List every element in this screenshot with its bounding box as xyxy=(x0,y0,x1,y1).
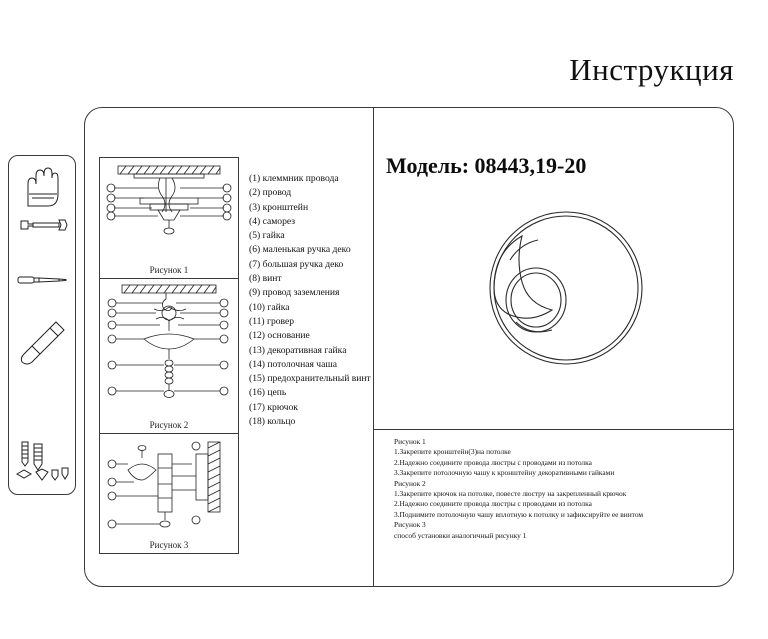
part-item: (8) винт xyxy=(249,273,282,285)
figure-1-caption: Рисунок 1 xyxy=(149,265,189,275)
part-item: (13) декоративная гайка xyxy=(249,344,347,356)
instruction-line: 2.Надежно соедините провода люстры с проводами из потолка xyxy=(394,457,592,467)
part-item: (2) провод xyxy=(249,187,292,199)
tools-panel xyxy=(8,155,76,495)
figure-1 xyxy=(100,158,238,279)
part-item: (14) потолочная чаша xyxy=(249,358,338,370)
instruction-line: Рисунок 3 xyxy=(394,520,426,530)
gloves-icon xyxy=(9,164,77,213)
figure-3 xyxy=(100,434,238,553)
instruction-line: 1.Закрепите кронштейн(3)на потолке xyxy=(394,447,511,457)
wrench-icon xyxy=(9,214,77,241)
part-item: (4) саморез xyxy=(249,215,296,227)
product-illustration xyxy=(470,200,650,380)
part-item: (7) большая ручка деко xyxy=(249,258,344,270)
instruction-line: Рисунок 2 xyxy=(394,478,426,488)
anchors-and-screws-icon xyxy=(9,436,77,487)
part-item: (15) предохранительный винт xyxy=(249,373,371,385)
part-item: (12) основание xyxy=(249,330,310,342)
parts-list xyxy=(249,172,371,429)
part-item: (3) кронштейн xyxy=(249,201,309,213)
instruction-line: 1.Закрепите крючок на потолке, повесте люстру на закрепленный крючок xyxy=(394,489,627,499)
model-label: Модель: 08443,19-20 xyxy=(386,153,587,178)
part-item: (16) цепь xyxy=(249,387,287,399)
instruction-line: Рисунок 1 xyxy=(394,437,426,446)
instruction-line: 2.Надежно соедините провода люстры с проводами из потолка xyxy=(394,499,592,509)
screwdriver-phillips-icon xyxy=(9,314,77,375)
figures-column xyxy=(99,157,239,554)
part-item: (9) провод заземления xyxy=(249,287,340,299)
assembly-instructions xyxy=(394,437,724,541)
instruction-line: 3.Закрепите потолочную чашу к кронштейну декоративными гайками xyxy=(394,468,615,478)
instruction-line: 3.Поднимите потолочную чашу вплотную к потолку и зафиксируйте ее винтом xyxy=(394,509,644,519)
part-item: (17) крючок xyxy=(249,401,298,413)
screwdriver-flat-icon xyxy=(9,268,77,297)
figure-2-caption: Рисунок 2 xyxy=(149,420,189,430)
figure-2 xyxy=(100,279,238,434)
right-horizontal-divider xyxy=(374,429,733,430)
figure-3-caption: Рисунок 3 xyxy=(149,540,189,550)
part-item: (5) гайка xyxy=(249,230,285,242)
page-title: Инструкция xyxy=(569,52,734,87)
part-item: (10) гайка xyxy=(249,301,290,313)
part-item: (6) маленькая ручка деко xyxy=(249,244,351,256)
instruction-line: способ установки аналогичный рисунку 1 xyxy=(394,530,527,540)
main-vertical-divider xyxy=(373,107,374,587)
part-item: (18) кольцо xyxy=(249,416,296,428)
part-item: (1) клеммник провода xyxy=(249,173,339,184)
part-item: (11) гровер xyxy=(249,315,295,327)
